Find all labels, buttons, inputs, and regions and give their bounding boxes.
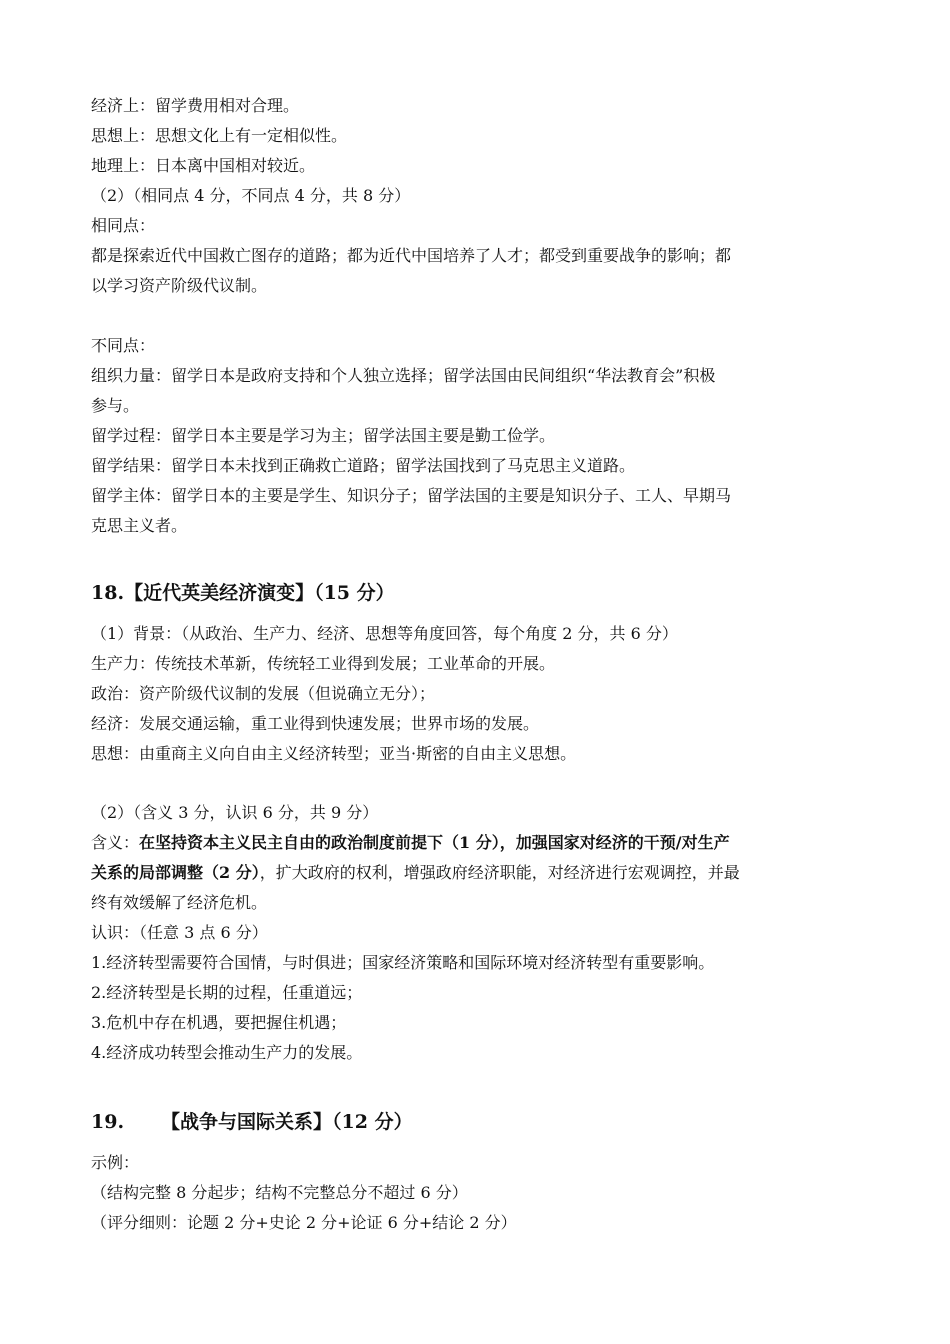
text-geography: 地理上：日本离中国相对较近。 xyxy=(91,156,316,175)
q18-score: （15 分） xyxy=(314,582,395,604)
similar-line-1: 都是探索近代中国救亡图存的道路；都为近代中国培养了人才；都受到重要战争的影响；都 xyxy=(91,246,732,265)
meaning-label: 含义： xyxy=(91,833,140,852)
q19-number: 19. xyxy=(91,1111,125,1133)
q18-meaning-line-1 xyxy=(91,833,871,853)
q18-insight-4: 4.经济成功转型会推动生产力的发展。 xyxy=(91,1043,363,1062)
similar-line-2: 以学习资产阶级代议制。 xyxy=(91,276,268,295)
q18-meaning-line-3: 终有效缓解了经济危机。 xyxy=(91,893,268,912)
q18-insight-3: 3.危机中存在机遇，要把握住机遇； xyxy=(91,1013,347,1032)
q18-number: 18. xyxy=(91,582,125,604)
diff-organization-1: 组织力量：留学日本是政府支持和个人独立选择；留学法国由民间组织“华法教育会”积极 xyxy=(91,366,716,385)
q18-title: 【近代英美经济演变】 xyxy=(124,582,315,604)
diff-result: 留学结果：留学日本未找到正确救亡道路；留学法国找到了马克思主义道路。 xyxy=(91,456,636,475)
q18-politics: 政治：资产阶级代议制的发展（但说确立无分）； xyxy=(91,684,436,703)
diff-subject-2: 克思主义者。 xyxy=(91,516,188,535)
q19-example: 示例： xyxy=(91,1153,140,1172)
text-thought: 思想上：思想文化上有一定相似性。 xyxy=(91,126,348,145)
q18-insight-1: 1.经济转型需要符合国情，与时俱进；国家经济策略和国际环境对经济转型有重要影响。 xyxy=(91,953,715,972)
q18-productivity: 生产力：传统技术革新，传统轻工业得到发展；工业革命的开展。 xyxy=(91,654,556,673)
q18-insight-header: 认识：（任意 3 点 6 分） xyxy=(91,923,268,942)
diff-label: 不同点： xyxy=(91,336,156,355)
q18-insight-2: 2.经济转型是长期的过程，任重道远； xyxy=(91,983,363,1002)
text-economic: 经济上：留学费用相对合理。 xyxy=(91,96,300,115)
diff-subject-1: 留学主体：留学日本的主要是学生、知识分子；留学法国的主要是知识分子、工人、早期马 xyxy=(91,486,732,505)
q19-rule-2: （评分细则：论题 2 分+史论 2 分+论证 6 分+结论 2 分） xyxy=(91,1213,517,1232)
meaning-bold-2: 关系的局部调整（2 分） xyxy=(91,863,260,882)
q2-score-header: （2）（相同点 4 分，不同点 4 分，共 8 分） xyxy=(91,186,411,205)
q19-title: 【战争与国际关系】 xyxy=(161,1111,333,1133)
diff-organization-2: 参与。 xyxy=(91,396,140,415)
q19-rule-1: （结构完整 8 分起步；结构不完整总分不超过 6 分） xyxy=(91,1183,468,1202)
q18-thought: 思想：由重商主义向自由主义经济转型；亚当·斯密的自由主义思想。 xyxy=(91,744,577,763)
q18-heading xyxy=(91,581,871,605)
meaning-rest-2: ，扩大政府的权利，增强政府经济职能，对经济进行宏观调控，并最 xyxy=(259,863,740,882)
q18-q2-header: （2）（含义 3 分，认识 6 分，共 9 分） xyxy=(91,803,379,822)
q18-meaning-line-2 xyxy=(91,863,871,883)
meaning-bold-1: 在坚持资本主义民主自由的政治制度前提下（1 分），加强国家对经济的干预/对生产 xyxy=(139,833,730,852)
q19-score: （12 分） xyxy=(332,1111,413,1133)
similar-label: 相同点： xyxy=(91,216,156,235)
q18-economy: 经济：发展交通运输，重工业得到快速发展；世界市场的发展。 xyxy=(91,714,540,733)
q18-q1-header: （1）背景：（从政治、生产力、经济、思想等角度回答，每个角度 2 分，共 6 分） xyxy=(91,624,678,643)
diff-process: 留学过程：留学日本主要是学习为主；留学法国主要是勤工俭学。 xyxy=(91,426,556,445)
q19-heading xyxy=(91,1110,871,1134)
